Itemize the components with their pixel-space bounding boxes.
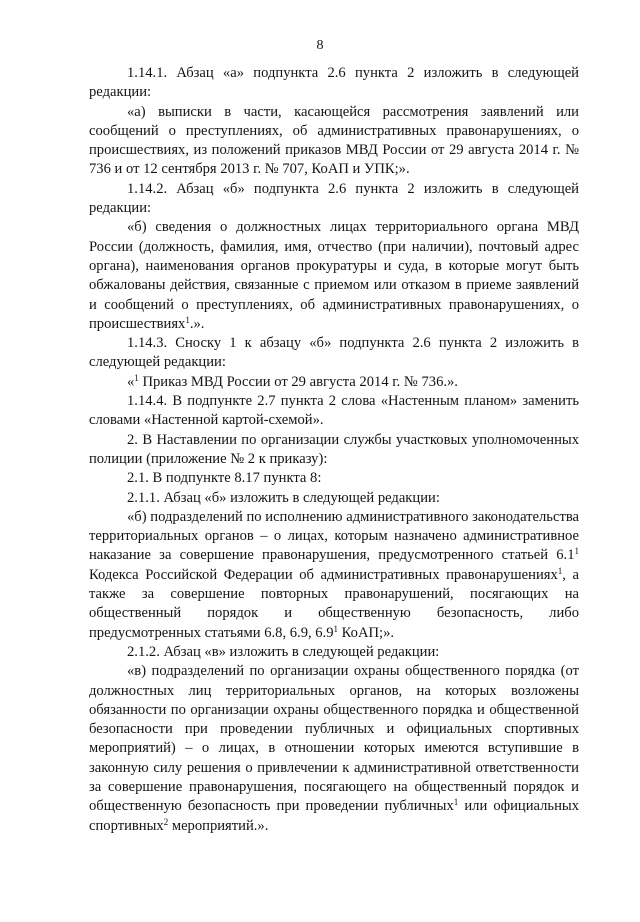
paragraph-1-14-4: 1.14.4. В подпункте 2.7 пункта 2 слова «Настенным планом» заменить словами «Настенной картой-схемой».: [89, 393, 579, 429]
paragraph-2-1: 2.1. В подпункте 8.17 пункта 8:: [127, 470, 322, 487]
footnote-marker: 2: [163, 816, 169, 827]
page-number: 8: [316, 38, 324, 53]
footnote-marker: 1: [574, 546, 579, 557]
footnote-marker: 1: [557, 565, 563, 576]
footnote-marker: 1: [185, 314, 190, 325]
paragraph-1-14-1: 1.14.1. Абзац «а» подпункта 2.6 пункта 2 изложить в следующей редакции:: [89, 65, 579, 101]
footnote-marker: 1: [333, 623, 339, 634]
paragraph-2: 2. В Наставлении по организации службы участковых уполномоченных полиции (приложение № 2 к приказу):: [89, 431, 579, 467]
footnote-marker: 1: [453, 797, 459, 808]
footnote-marker: 1: [134, 372, 139, 383]
paragraph-quote-b-2: «б) подразделений по исполнению административного законодательства территориальных органов – о лицах, которым назначено административное наказание за совершение правонарушения, предусмотренного статьей $6.1^1$ Кодекса Российской Федерации об административных правонарушениях$^1$, а также за совершение повторных правонарушений, посягающих на общественный порядок и общественную безопасность, либо предусмотренных статьями 6.8, 6.9, $6.9^1$ КоАП;».: [89, 508, 579, 641]
paragraph-quote-a: «а) выписки в части, касающейся рассмотрения заявлений или сообщений о преступлениях, об административных правонарушениях, о происшествиях, из положений приказов МВД России от 29 августа 2014 г. № 736 и от 12 сентября 2013 г. № 707, КоАП и УПК;».: [89, 103, 579, 178]
paragraph-quote-b: «б) сведения о должностных лицах территориального органа МВД России (должность, фамилия, имя, отчество (при наличии), почтовый адрес органа), наименования органов прокуратуры и суда, в которые могут быть обжалованы действия, связанные с приемом или отказом в приеме заявлений и сообщений о преступлениях, об административных правонарушениях, о происшествиях$^1$.».: [89, 219, 579, 332]
paragraph-2-1-2: 2.1.2. Абзац «в» изложить в следующей редакции:: [127, 643, 440, 660]
paragraph-footnote-quote: «$^1$ Приказ МВД России от 29 августа 2014 г. № 736.».: [127, 372, 458, 390]
document-body: [89, 64, 579, 836]
paragraph-quote-v: «в) подразделений по организации охраны общественного порядка (от должностных лиц территориальных органов, на которых возложены обязанности по организации охраны общественного порядка и общественной безопасности при проведении публичных и официальных спортивных мероприятий) – о лицах, в отношении которых имеются вступившие в законную силу решения о привлечении к административной ответственности за совершение правонарушения, посягающего на общественный порядок и общественную безопасность при проведении публичных$^1$ или официальных спортивных$^2$ мероприятий.».: [89, 663, 579, 834]
paragraph-1-14-2: 1.14.2. Абзац «б» подпункта 2.6 пункта 2 изложить в следующей редакции:: [89, 180, 579, 217]
paragraph-1-14-3: 1.14.3. Сноску 1 к абзацу «б» подпункта 2.6 пункта 2 изложить в следующей редакции:: [89, 335, 579, 371]
paragraph-2-1-1: 2.1.1. Абзац «б» изложить в следующей редакции:: [127, 489, 440, 506]
